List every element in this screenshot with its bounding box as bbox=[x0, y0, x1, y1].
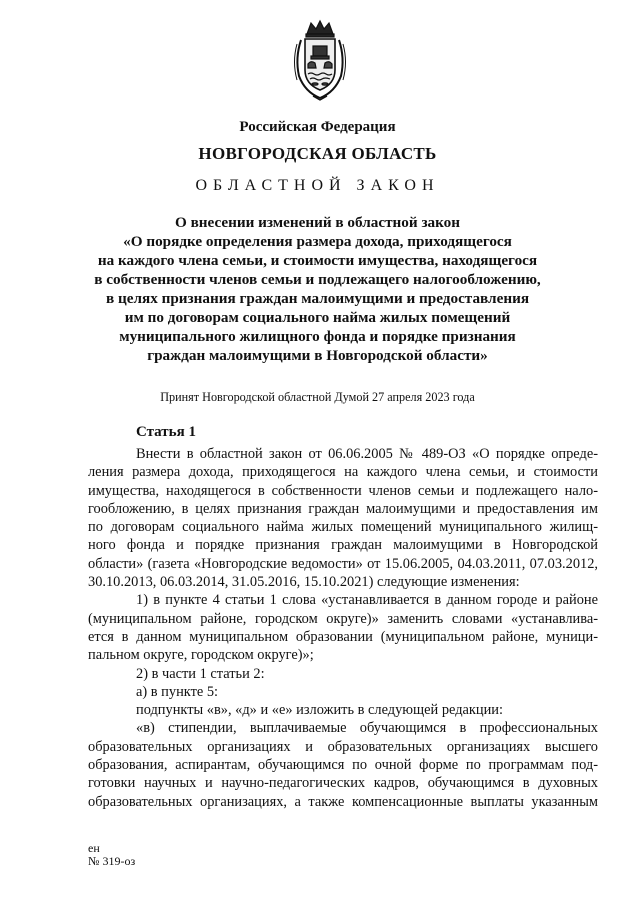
body-line: (муниципальном районе, городском округе)» заменить словами «устанавлива- bbox=[88, 610, 598, 627]
body-line: гообложению, в целях признания граждан малоимущими и предоставления им bbox=[88, 500, 598, 517]
body-line: 30.10.2013, 06.03.2014, 31.05.2016, 15.10.2021) следующие изменения: bbox=[88, 574, 520, 591]
title-line: муниципального жилищного фонда и порядке признания bbox=[119, 328, 516, 345]
body-line: образования, аспирантам, обучающимся по очной форме по программам под- bbox=[88, 757, 598, 774]
body-line: по договорам социального найма жилых помещений муниципального жилищ- bbox=[88, 519, 598, 536]
article-body bbox=[88, 445, 598, 811]
footer-initials: ен bbox=[88, 841, 100, 855]
body-line: готовки научных и научно-педагогических кадров, обучающимся в духовных bbox=[88, 775, 598, 792]
body-line: подпункты «в», «д» и «е» изложить в следующей редакции: bbox=[136, 702, 504, 719]
title-line: им по договорам социального найма жилых помещений bbox=[124, 309, 511, 326]
title-line: на каждого члена семьи, и стоимости имущества, находящегося bbox=[97, 252, 538, 269]
body-line: образовательных организациях, а также компенсационные выплаты указанным bbox=[88, 793, 598, 810]
footer-number: № 319-оз bbox=[88, 854, 136, 868]
title-line: в целях признания граждан малоимущими и предоставления bbox=[105, 290, 530, 307]
document-type-heading: ОБЛАСТНОЙ ЗАКОН bbox=[195, 177, 440, 194]
law-title bbox=[0, 213, 635, 365]
body-line: а) в пункте 5: bbox=[136, 683, 219, 700]
body-line: имущества, находящегося в собственности членов семьи и подлежащего нало- bbox=[88, 482, 598, 499]
article-heading: Статья 1 bbox=[136, 424, 196, 440]
body-line: 2) в части 1 статьи 2: bbox=[136, 665, 265, 682]
region-heading: НОВГОРОДСКАЯ ОБЛАСТЬ bbox=[198, 144, 437, 163]
body-line: области» (газета «Новгородские ведомости» от 15.06.2005, 04.03.2011, 07.03.2012, bbox=[88, 555, 598, 572]
body-line: ления размера дохода, приходящегося на каждого члена семьи, и стоимости bbox=[88, 464, 598, 481]
federation-heading: Российская Федерация bbox=[239, 119, 396, 135]
body-line: 1) в пункте 4 статьи 1 слова «устанавливается в данном городе и районе bbox=[136, 592, 598, 609]
coat-of-arms-icon bbox=[291, 18, 349, 102]
body-line: образовательных организациях и образовательных организациях высшего bbox=[88, 738, 598, 755]
body-line: Внести в областной закон от 06.06.2005 № 489-ОЗ «О порядке опреде- bbox=[136, 446, 598, 462]
title-line: в собственности членов семьи и подлежащего налогообложению, bbox=[94, 271, 541, 288]
document-footer bbox=[88, 842, 135, 868]
title-line: «О порядке определения размера дохода, приходящегося bbox=[123, 233, 512, 250]
body-line: ного фонда и порядке признания граждан малоимущими в Новгородской bbox=[88, 537, 598, 554]
title-line: О внесении изменений в областной закон bbox=[174, 214, 461, 231]
adoption-note: Принят Новгородской областной Думой 27 апреля 2023 года bbox=[160, 390, 475, 404]
title-line: граждан малоимущими в Новгородской области» bbox=[147, 347, 488, 364]
body-line: «в) стипендии, выплачиваемые обучающимся в профессиональных bbox=[136, 720, 598, 737]
body-line: пальном округе, городском округе)»; bbox=[88, 647, 314, 664]
body-line: ется в данном муниципальном образовании (муниципальном районе, муници- bbox=[88, 628, 598, 645]
